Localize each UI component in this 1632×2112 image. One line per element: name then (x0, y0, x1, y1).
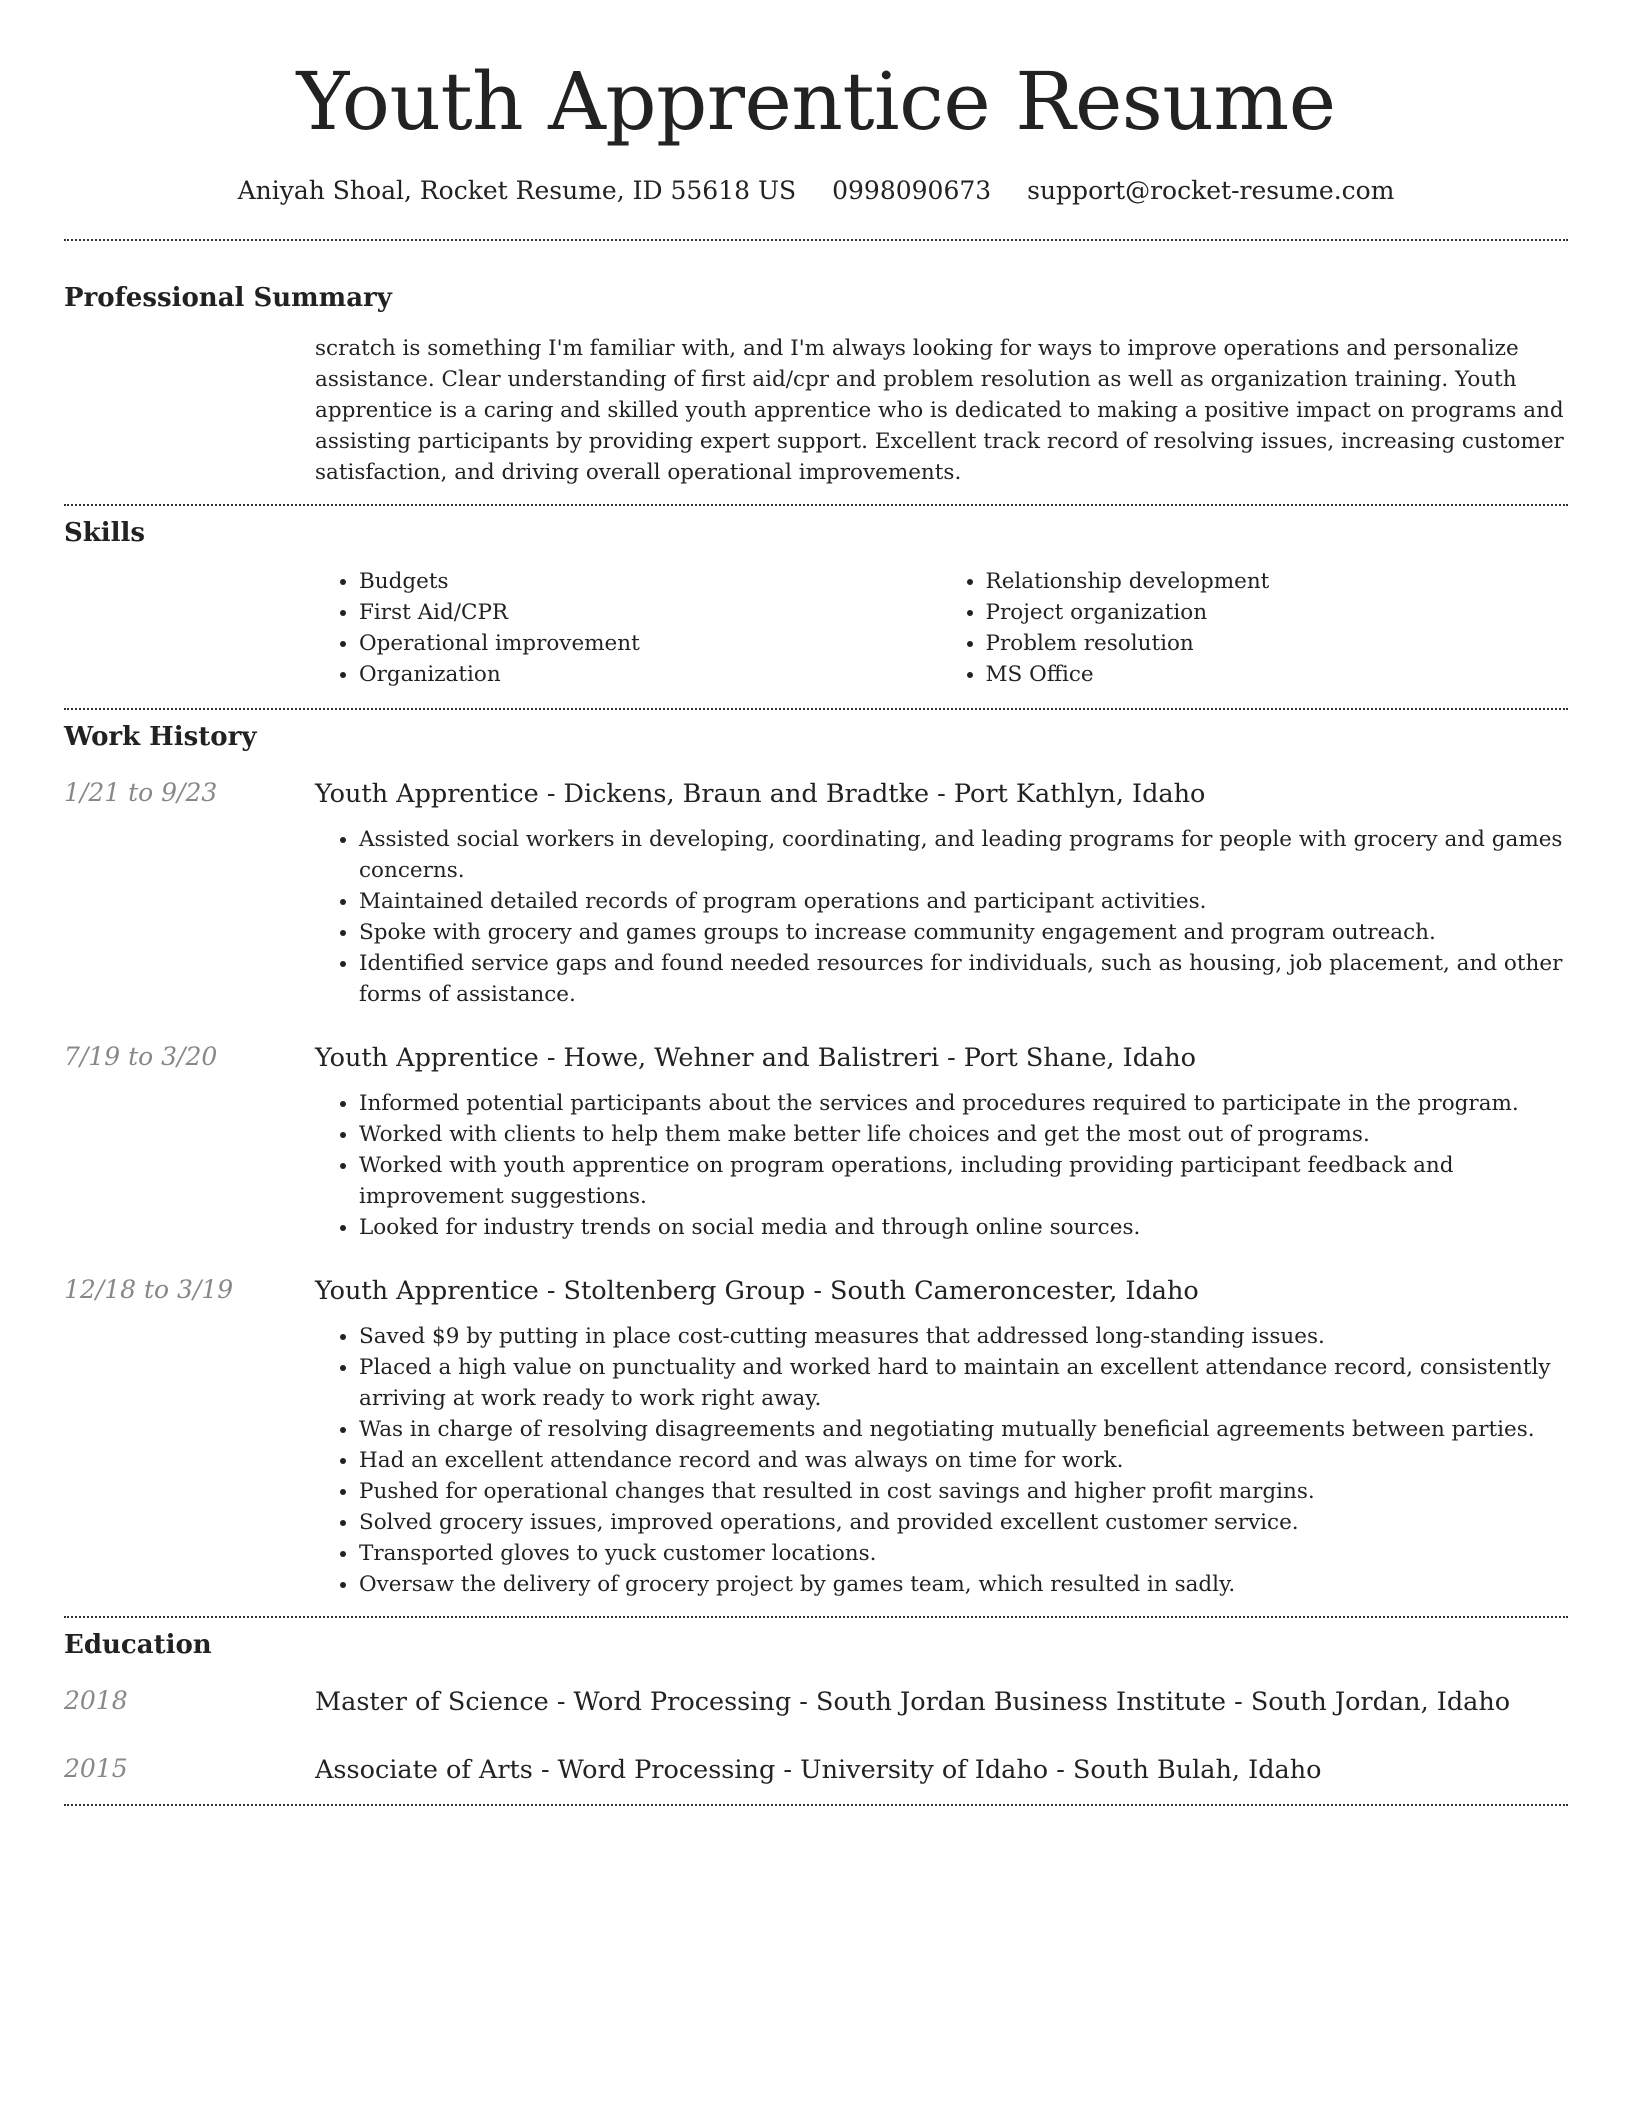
job-bullets (315, 1321, 1568, 1600)
skill-item: • First Aid/CPR (359, 597, 942, 628)
job-bullet: • Spoke with grocery and games groups to increase community engagement and program outreach. (359, 917, 1568, 948)
job-entry (64, 1275, 1568, 1600)
job-bullet: • Worked with clients to help them make better life choices and get the most out of programs. (359, 1119, 1568, 1150)
job-bullet: • Maintained detailed records of program operations and participant activities. (359, 886, 1568, 917)
job-title: Youth Apprentice - Stoltenberg Group - South Cameroncester, Idaho (315, 1276, 1199, 1306)
education-entry (64, 1686, 1568, 1718)
job-title: Youth Apprentice - Dickens, Braun and Bradtke - Port Kathlyn, Idaho (315, 779, 1206, 809)
job-bullets (315, 824, 1568, 1010)
job-bullet: • Had an excellent attendance record and was always on time for work. (359, 1445, 1568, 1476)
summary-text: scratch is something I'm familiar with, and I'm always looking for ways to improve operations and personalize assistance. Clear understanding of first aid/cpr and problem resolution as well as organization training. Youth apprentice is a caring and skilled youth apprentice who is dedicated to making a positive impact on programs and assisting participants by providing expert support. Excellent track record of resolving issues, increasing customer satisfaction, and driving overall operational improvements. (315, 336, 1564, 485)
education-title: Associate of Arts - Word Processing - University of Idaho - South Bulah, Idaho (315, 1755, 1322, 1785)
job-dates: 7/19 to 3/20 (64, 1042, 218, 1071)
summary-section (64, 283, 1568, 488)
contact-line (64, 176, 1568, 205)
job-bullet: • Assisted social workers in developing, coordinating, and leading programs for people with grocery and games concerns. (359, 824, 1568, 886)
education-heading: Education (64, 1630, 212, 1660)
job-bullet: • Placed a high value on punctuality and worked hard to maintain an excellent attendance record, consistently arriving at work ready to work right away. (359, 1352, 1568, 1414)
skill-item: • Operational improvement (359, 628, 942, 659)
skill-item: • Problem resolution (986, 628, 1569, 659)
divider (64, 504, 1568, 506)
skills-list-left (315, 566, 942, 690)
divider (64, 708, 1568, 710)
education-entry (64, 1754, 1568, 1786)
job-bullet: • Informed potential participants about the services and procedures required to participate in the program. (359, 1088, 1568, 1119)
contact-address: Aniyah Shoal, Rocket Resume, ID 55618 US (237, 176, 797, 205)
job-bullet: • Worked with youth apprentice on program operations, including providing participant feedback and improvement suggestions. (359, 1150, 1568, 1212)
work-heading: Work History (64, 722, 257, 752)
divider (64, 239, 1568, 241)
resume-title: Youth Apprentice Resume (296, 55, 1336, 148)
divider (64, 1616, 1568, 1618)
job-dates: 12/18 to 3/19 (64, 1275, 234, 1304)
divider (64, 1804, 1568, 1806)
skill-item: • Project organization (986, 597, 1569, 628)
job-entry (64, 1042, 1568, 1243)
skill-item: • Budgets (359, 566, 942, 597)
education-title: Master of Science - Word Processing - South Jordan Business Institute - South Jordan, Idaho (315, 1687, 1511, 1717)
education-section (64, 1630, 1568, 1786)
job-bullet: • Was in charge of resolving disagreements and negotiating mutually beneficial agreements between parties. (359, 1414, 1568, 1445)
education-year: 2018 (64, 1686, 128, 1715)
job-bullets (315, 1088, 1568, 1243)
skill-item: • MS Office (986, 659, 1569, 690)
job-title: Youth Apprentice - Howe, Wehner and Balistreri - Port Shane, Idaho (315, 1043, 1197, 1073)
job-bullet: • Looked for industry trends on social media and through online sources. (359, 1212, 1568, 1243)
contact-phone: 0998090673 (832, 176, 992, 205)
job-bullet: • Solved grocery issues, improved operations, and provided excellent customer service. (359, 1507, 1568, 1538)
work-section (64, 722, 1568, 1600)
job-bullet: • Oversaw the delivery of grocery project by games team, which resulted in sadly. (359, 1569, 1568, 1600)
job-bullet: • Pushed for operational changes that resulted in cost savings and higher profit margins. (359, 1476, 1568, 1507)
skill-item: • Relationship development (986, 566, 1569, 597)
job-bullet: • Saved $9 by putting in place cost-cutting measures that addressed long-standing issues. (359, 1321, 1568, 1352)
job-bullet: • Transported gloves to yuck customer locations. (359, 1538, 1568, 1569)
contact-email: support@rocket-resume.com (1027, 176, 1395, 205)
job-bullet: • Identified service gaps and found needed resources for individuals, such as housing, job placement, and other forms of assistance. (359, 948, 1568, 1010)
job-dates: 1/21 to 9/23 (64, 778, 218, 807)
skill-item: • Organization (359, 659, 942, 690)
skills-list-right (942, 566, 1569, 690)
skills-section (64, 518, 1568, 690)
job-entry (64, 778, 1568, 1010)
education-year: 2015 (64, 1754, 128, 1783)
summary-heading: Professional Summary (64, 283, 392, 313)
skills-heading: Skills (64, 518, 146, 548)
